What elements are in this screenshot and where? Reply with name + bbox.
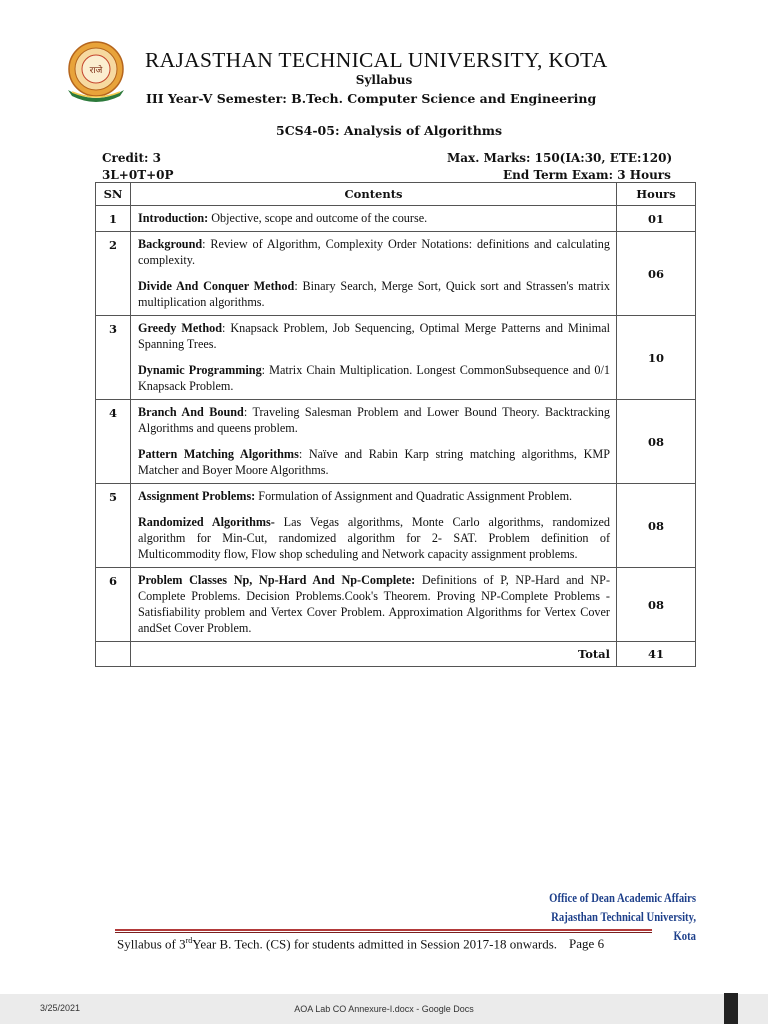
topic-description: : Traveling Salesman Problem and Lower Bound Theory. Backtracking Algorithms and queens problem. — [138, 405, 610, 435]
table-row — [96, 206, 696, 232]
row-hours: 01 — [617, 206, 696, 232]
topic-title: Branch And Bound — [138, 405, 244, 419]
table-row — [96, 568, 696, 642]
row-contents — [131, 232, 617, 316]
topic-title: Introduction: — [138, 211, 209, 225]
topic-description: : Binary Search, Merge Sort, Quick sort and Strassen's matrix multiplication algorithms. — [138, 279, 610, 309]
topic-paragraph — [138, 488, 610, 504]
topic-paragraph — [138, 446, 610, 478]
ltp-label: 3L+0T+0P — [102, 168, 174, 182]
print-date: 3/25/2021 — [40, 1003, 81, 1013]
row-sn: 6 — [96, 568, 131, 642]
semester-heading: III Year-V Semester: B.Tech. Computer Science and Engineering — [146, 91, 597, 106]
total-row — [96, 642, 696, 667]
topic-description: : Review of Algorithm, Complexity Order Notations: definitions and calculating complexity. — [138, 237, 610, 267]
table-row — [96, 232, 696, 316]
course-title: 5CS4-05: Analysis of Algorithms — [276, 123, 503, 138]
topic-paragraph — [138, 514, 610, 562]
topic-paragraph — [138, 210, 610, 226]
topic-title: Greedy Method — [138, 321, 222, 335]
topic-paragraph — [138, 278, 610, 310]
office-line-1: Office of Dean Academic Affairs — [549, 890, 696, 905]
syllabus-table — [95, 182, 696, 667]
syllabus-heading: Syllabus — [355, 73, 413, 87]
topic-description: Objective, scope and outcome of the course. — [208, 211, 428, 225]
topic-description: : Matrix Chain Multiplication. Longest CommonSubsequence and 0/1 Knapsack Problem. — [138, 363, 610, 393]
topic-paragraph — [138, 404, 610, 436]
row-contents — [131, 484, 617, 568]
university-name: RAJASTHAN TECHNICAL UNIVERSITY, KOTA — [145, 48, 608, 72]
topic-paragraph — [138, 572, 610, 636]
row-hours: 08 — [617, 568, 696, 642]
svg-text:राजे: राजे — [89, 66, 103, 76]
row-sn: 3 — [96, 316, 131, 400]
row-hours: 06 — [617, 232, 696, 316]
topic-title: Randomized Algorithms- — [138, 515, 275, 529]
row-sn: 4 — [96, 400, 131, 484]
row-sn: 2 — [96, 232, 131, 316]
university-logo — [62, 40, 130, 102]
page-number: Page 6 — [569, 936, 605, 952]
header-hours: Hours — [617, 183, 696, 206]
row-hours: 08 — [617, 400, 696, 484]
topic-description: : Knapsack Problem, Job Sequencing, Optimal Merge Patterns and Minimal Spanning Trees. — [138, 321, 610, 351]
table-row — [96, 316, 696, 400]
header-contents: Contents — [131, 183, 617, 206]
row-contents — [131, 400, 617, 484]
topic-title: Background — [138, 237, 203, 251]
footer-pre: Syllabus of 3 — [117, 936, 186, 952]
end-term-label: End Term Exam: 3 Hours — [503, 168, 671, 182]
footer-sup: rd — [185, 936, 193, 945]
max-marks-label: Max. Marks: 150(IA:30, ETE:120) — [447, 151, 673, 165]
header-sn: SN — [96, 183, 131, 206]
row-hours: 10 — [617, 316, 696, 400]
footer-rule — [115, 929, 652, 931]
row-contents — [131, 316, 617, 400]
topic-paragraph — [138, 362, 610, 394]
topic-paragraph — [138, 320, 610, 352]
total-empty-cell — [96, 642, 131, 667]
footer-post: Year B. Tech. (CS) for students admitted in Session 2017-18 onwards. — [192, 936, 558, 952]
topic-title: Divide And Conquer Method — [138, 279, 295, 293]
topic-paragraph — [138, 236, 610, 268]
topic-title: Assignment Problems: — [138, 489, 256, 503]
topic-title: Problem Classes Np, Np-Hard And Np-Complete: — [138, 573, 416, 587]
footer-rule-thin — [115, 932, 652, 933]
topic-description: Definitions of P, NP-Hard and NP-Complete Problems. Decision Problems.Cook's Theorem. Proving NP-Complete Problems - Satisfiability problem and Vertex Cover Problem. Approximation Algorithms for Vertex Cover andSet Cover Problem. — [138, 573, 610, 635]
table-header-row — [96, 183, 696, 206]
topic-description: Las Vegas algorithms, Monte Carlo algorithms, randomized algorithm for Min-Cut, randomized algorithm for 2- SAT. Problem definition of Multicommodity flow, Flow shop scheduling and Network capacity assignment problems. — [138, 515, 611, 561]
office-line-2: Rajasthan Technical University, Kota — [551, 909, 696, 943]
row-sn: 1 — [96, 206, 131, 232]
row-contents — [131, 568, 617, 642]
row-contents — [131, 206, 617, 232]
row-sn: 5 — [96, 484, 131, 568]
topic-title: Pattern Matching Algorithms — [138, 447, 299, 461]
topic-description: : Naïve and Rabin Karp string matching algorithms, KMP Matcher and Boyer Moore Algorithms. — [138, 447, 610, 477]
topic-title: Dynamic Programming — [138, 363, 262, 377]
table-row — [96, 484, 696, 568]
print-document-title: AOA Lab CO Annexure-I.docx - Google Docs — [294, 1004, 474, 1014]
topic-description: Formulation of Assignment and Quadratic Assignment Problem. — [255, 489, 573, 503]
total-label: Total — [131, 642, 617, 667]
scroll-marker — [724, 993, 738, 1024]
total-hours: 41 — [617, 642, 696, 667]
page-footer — [117, 936, 604, 952]
table-row — [96, 400, 696, 484]
row-hours: 08 — [617, 484, 696, 568]
credit-label: Credit: 3 — [102, 151, 161, 165]
